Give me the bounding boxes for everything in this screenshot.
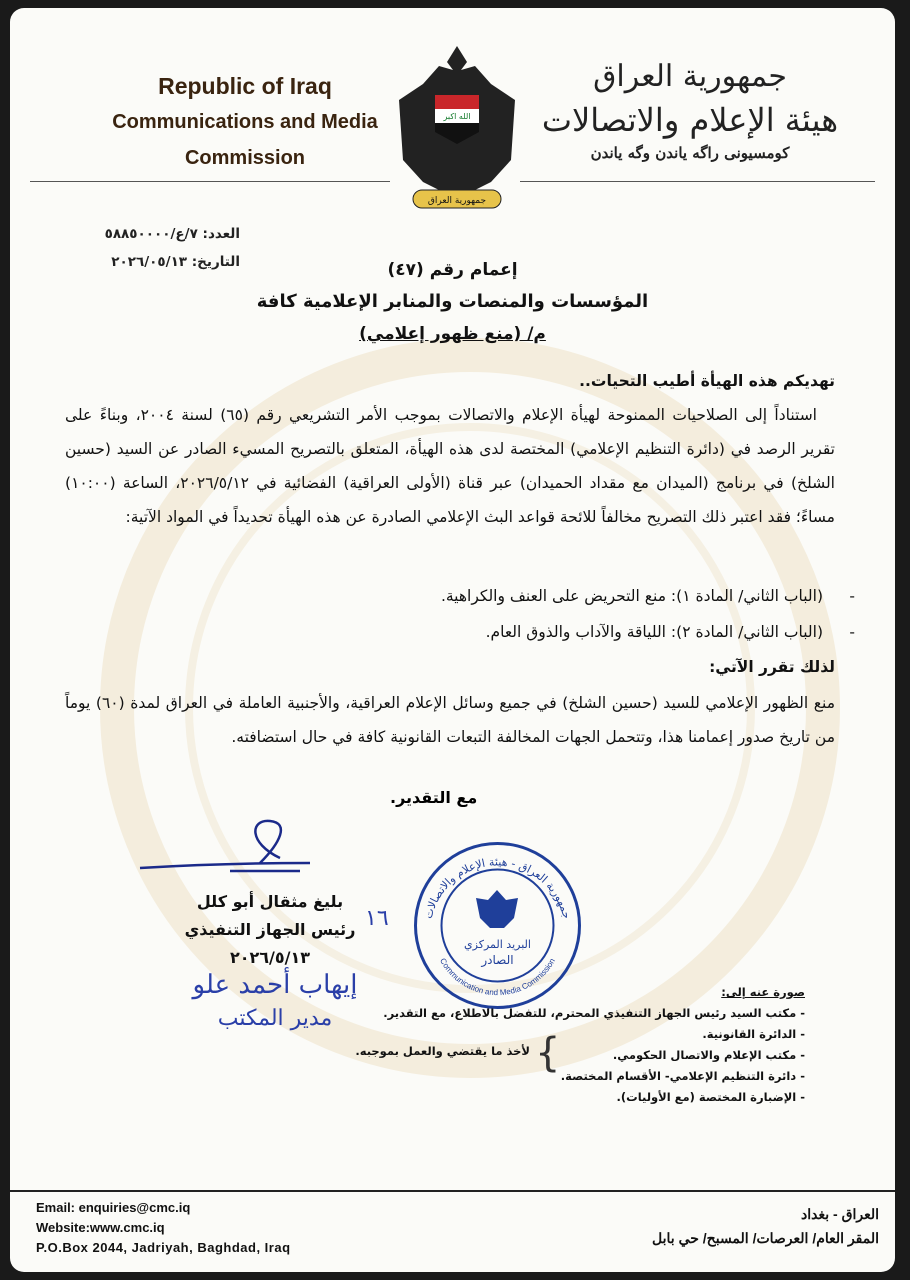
stamp-center-line1: البريد المركزي bbox=[464, 938, 531, 951]
signatory-block bbox=[155, 888, 385, 972]
bracket-icon: { bbox=[535, 1030, 561, 1076]
footer-city: العراق - بغداد bbox=[801, 1206, 879, 1222]
reference-number: العدد: ٧/ع/٥٨٨٥٠٠٠٠ bbox=[104, 226, 240, 242]
eagle-icon bbox=[395, 40, 520, 220]
footer-website: Website:www.cmc.iq bbox=[36, 1220, 165, 1235]
decision-label: لذلك تقرر الآتي: bbox=[709, 658, 835, 676]
title-block bbox=[160, 254, 745, 350]
subject: م/ (منع ظهور إعلامي) bbox=[359, 324, 546, 344]
handwritten-endorsement bbox=[170, 968, 380, 1036]
footer-arabic-address bbox=[579, 1202, 879, 1250]
footer bbox=[10, 1190, 895, 1272]
paragraph-basis: استناداً إلى الصلاحيات الممنوحة لهيأة الإعلام والاتصالات بموجب الأمر التشريعي رقم (٦٥) لسنة ٢٠٠٤، وبناءً على تقرير الرصد في (دائرة التنظيم الإعلامي) المختصة لدى هذه الهيأة، المتعلق بالتصريح المسيء الصادر عن السيد (حسين الشلخ) في برنامج (الميدان مع مقداد الحميدان) عبر قناة (الأولى العراقية) الفضائية في ٢٠٢٦/٥/١٢، الساعة (١٠:٠٠) مساءً؛ فقد اعتبر ذلك التصريح مخالفاً للائحة قواعد البث الإعلامي الصادرة عن هذه الهيأة تحديداً في المواد الآتية: bbox=[65, 406, 835, 526]
list-item: - مكتب الإعلام والاتصال الحكومي. bbox=[612, 1048, 805, 1062]
circular-number: إعمام رقم (٤٧) bbox=[387, 260, 518, 280]
handwritten-number: ١٦ bbox=[365, 906, 389, 931]
greeting: تهديكم هذه الهيأة أطيب التحيات.. bbox=[579, 372, 835, 390]
signature-date: ٢٠٢٦/٥/١٣ bbox=[229, 948, 311, 967]
stamp-center-line2: الصادر bbox=[481, 953, 514, 967]
english-letterhead bbox=[100, 68, 390, 176]
arabic-letterhead bbox=[525, 56, 855, 164]
list-item: - الإضبارة المختصة (مع الأوليات). bbox=[616, 1090, 805, 1104]
closing: مع التقدير. bbox=[390, 788, 478, 807]
list-item: -(الباب الثاني/ المادة ٢): اللياقة والآداب والذوق العام. bbox=[485, 623, 855, 641]
stamp-arabic-ring: جمهورية العراق - هيئة الإعلام والاتصالات bbox=[421, 855, 574, 921]
footer-contact bbox=[36, 1198, 291, 1258]
list-item: - دائرة التنظيم الإعلامي- الأقسام المختصة. bbox=[560, 1069, 805, 1083]
footer-address: المقر العام/ العرصات/ المسبح/ حي بابل bbox=[652, 1230, 879, 1246]
header-divider-left bbox=[30, 181, 390, 182]
footer-pobox: P.O.Box 2044, Jadriyah, Baghdad, Iraq bbox=[36, 1240, 291, 1255]
kurdish-commission: كومسيونى راگه ياندن وگه ياندن bbox=[590, 144, 790, 162]
bracket-note: لأخذ ما يقتضي والعمل بموجبه. bbox=[355, 1044, 530, 1058]
arabic-country: جمهورية العراق bbox=[593, 59, 787, 94]
copy-to-label: صورة عنه إلى: bbox=[721, 985, 805, 999]
handwritten-name: إيهاب أحمد علو bbox=[192, 970, 358, 1000]
list-item: - مكتب السيد رئيس الجهاز التنفيذي المحترم، للتفضل بالاطلاع، مع التقدير. bbox=[383, 1006, 805, 1020]
articles-list bbox=[75, 578, 855, 650]
list-item: -(الباب الثاني/ المادة ١): منع التحريض على العنف والكراهية. bbox=[440, 587, 855, 605]
footer-email: Email: enquiries@cmc.iq bbox=[36, 1200, 191, 1215]
list-item: - الدائرة القانونية. bbox=[702, 1027, 805, 1041]
reference-date: التاريخ: ٢٠٢٦/٠٥/١٣ bbox=[111, 254, 240, 270]
handwritten-role: مدير المكتب bbox=[217, 1006, 333, 1031]
english-country: Republic of Iraq bbox=[158, 73, 332, 99]
iraq-eagle-emblem bbox=[395, 40, 520, 220]
signatory-role: رئيس الجهاز التنفيذي bbox=[184, 920, 356, 939]
english-commission-line2: Commission bbox=[184, 147, 306, 169]
arabic-commission: هيئة الإعلام والاتصالات bbox=[541, 101, 839, 139]
signatory-name: بليغ مثقال أبو كلل bbox=[196, 892, 344, 911]
stamp-english-ring: Communication and Media Commission bbox=[438, 956, 557, 998]
decision-paragraph: منع الظهور الإعلامي للسيد (حسين الشلخ) في جميع وسائل الإعلام العراقية، والأجنبية العاملة في العراق لمدة (٦٠) يوماً من تاريخ صدور إعمامنا هذا، وتتحمل الجهات المخالفة التبعات القانونية كافة في حال استضافته. bbox=[65, 694, 835, 746]
emblem-label: جمهورية العراق bbox=[427, 196, 487, 206]
signature-scribble bbox=[130, 813, 330, 883]
addressee: المؤسسات والمنصات والمنابر الإعلامية كافة bbox=[256, 291, 649, 312]
letter-page bbox=[10, 8, 895, 1272]
svg-text:الله اكبر: الله اكبر bbox=[443, 112, 471, 121]
header-divider-right bbox=[520, 181, 875, 182]
english-commission-line1: Communications and Media bbox=[112, 111, 378, 133]
